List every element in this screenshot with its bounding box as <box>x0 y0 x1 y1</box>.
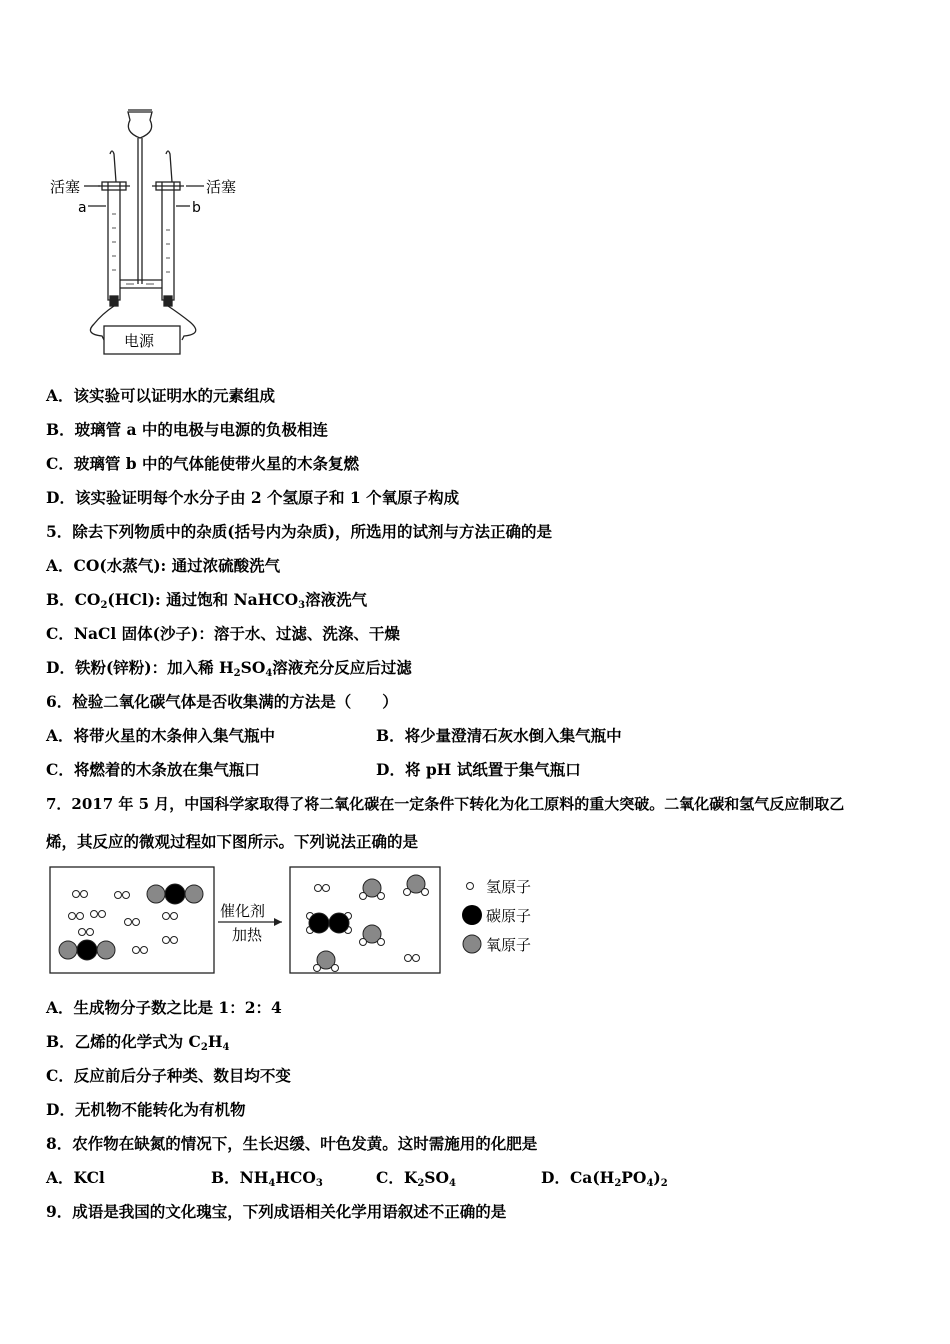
q4-option-a: A．该实验可以证明水的元素组成 <box>46 386 276 405</box>
tube-b-label: b <box>192 200 201 216</box>
legend-carbon-label: 碳原子 <box>486 907 532 925</box>
q8-option-c: C．$K_2SO_4$ <box>376 1168 456 1189</box>
q7-stem-line2: 烯，其反应的微观过程如下图所示。下列说法正确的是 <box>46 832 419 851</box>
q8-option-a: A．KCl <box>46 1168 105 1187</box>
q4-option-b: B．玻璃管 a 中的电极与电源的负极相连 <box>46 420 328 439</box>
tube-a-label: a <box>78 200 87 216</box>
q7-option-d: D．无机物不能转化为有机物 <box>46 1100 246 1119</box>
q7-option-b: B．乙烯的化学式为 $C_2H_4$ <box>46 1032 230 1053</box>
q5-option-b: B．$CO_2(HCl)$: 通过饱和 NaHCO$_3$溶液洗气 <box>46 590 368 611</box>
q8-stem: 8．农作物在缺氮的情况下，生长迟缓、叶色发黄。这时需施用的化肥是 <box>46 1134 538 1153</box>
q6-stem: 6．检验二氧化碳气体是否收集满的方法是（ ） <box>46 692 398 711</box>
q5-option-d: D．铁粉(锌粉)：加入稀 $H_2SO_4$溶液充分反应后过滤 <box>46 658 412 679</box>
q5-option-c: C．NaCl 固体(沙子)：溶于水、过滤、洗涤、干燥 <box>46 624 400 643</box>
arrow-catalyst-label: 催化剂 <box>220 902 266 920</box>
q6-option-a: A．将带火星的木条伸入集气瓶中 <box>46 726 276 745</box>
q6-option-d: D．将 pH 试纸置于集气瓶口 <box>376 760 581 779</box>
q5-stem: 5．除去下列物质中的杂质(括号内为杂质)，所选用的试剂与方法正确的是 <box>46 522 552 541</box>
q6-option-c: C．将燃着的木条放在集气瓶口 <box>46 760 260 779</box>
q8-option-d: D．$Ca(H_2PO_4)_2$ <box>541 1168 668 1189</box>
stopcock-left-label: 活塞 <box>50 178 81 196</box>
power-source-label: 电源 <box>124 332 155 350</box>
legend-hydrogen-label: 氢原子 <box>486 878 532 896</box>
electrolysis-apparatus-figure <box>44 104 254 360</box>
stopcock-right-label: 活塞 <box>206 178 237 196</box>
q5-option-a: A．CO(水蒸气): 通过浓硫酸洗气 <box>46 556 281 575</box>
legend-oxygen-label: 氧原子 <box>486 936 532 954</box>
q9-stem: 9．成语是我国的文化瑰宝，下列成语相关化学用语叙述不正确的是 <box>46 1202 507 1221</box>
arrow-heat-label: 加热 <box>232 926 263 944</box>
q8-option-b: B．$NH_4HCO_3$ <box>211 1168 323 1189</box>
q7-stem-line1: 7．2017 年 5 月，中国科学家取得了将二氧化碳在一定条件下转化为化工原料的重大突破。二氧化碳和氢气反应制取乙 <box>46 795 845 813</box>
q4-option-c: C．玻璃管 b 中的气体能使带火星的木条复燃 <box>46 454 359 473</box>
q7-option-c: C．反应前后分子种类、数目均不变 <box>46 1066 291 1085</box>
q4-option-d: D．该实验证明每个水分子由 2 个氢原子和 1 个氧原子构成 <box>46 488 460 507</box>
q6-option-b: B．将少量澄清石灰水倒入集气瓶中 <box>376 726 622 745</box>
reaction-micro-figure <box>48 864 548 976</box>
q7-option-a: A．生成物分子数之比是 1：2：4 <box>46 998 282 1017</box>
